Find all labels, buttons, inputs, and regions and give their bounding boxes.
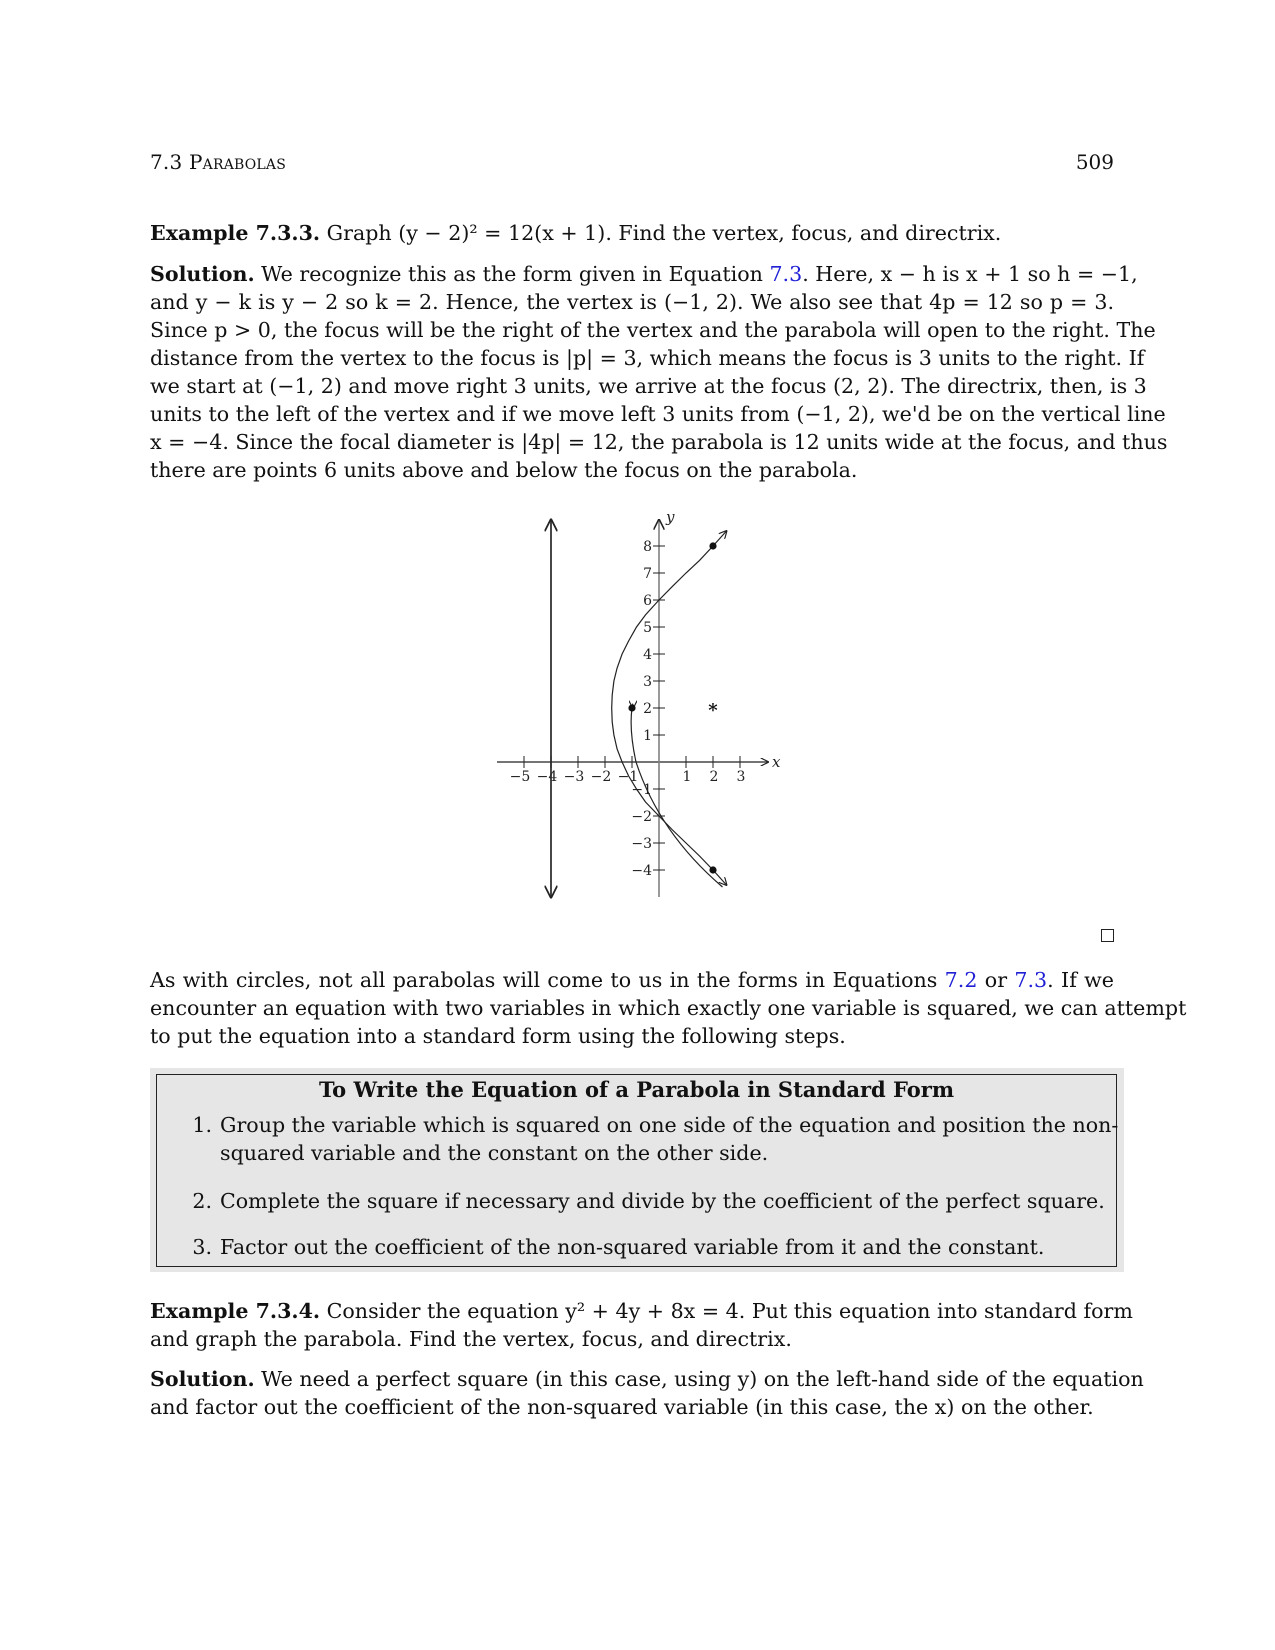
example-7-3-4 <box>150 1297 1133 1353</box>
x-tick-label: 2 <box>709 769 719 785</box>
latus-rectum-point-bottom <box>709 866 716 873</box>
example-label: Example 7.3.4. <box>150 1299 321 1323</box>
x-tick-label: −2 <box>590 769 612 785</box>
y-tick-label: −4 <box>631 863 652 879</box>
example-line: and graph the parabola. Find the vertex, focus, and directrix. <box>150 1327 792 1351</box>
solution-line: and factor out the coefficient of the non-squared variable (in this case, the x) on the other. <box>150 1395 1094 1419</box>
solution-line: units to the left of the vertex and if we move left 3 units from (−1, 2), we'd be on the vertical line <box>150 402 1166 426</box>
solution-line: and y − k is y − 2 so k = 2. Hence, the vertex is (−1, 2). We also see that 4p = 12 so p = 3. <box>150 290 1114 314</box>
qed-symbol <box>1101 929 1114 942</box>
x-axis-label: x <box>772 753 781 771</box>
paragraph-line: encounter an equation with two variables in which exactly one variable is squared, we can attempt <box>150 996 1187 1020</box>
step-2 <box>220 1187 1108 1215</box>
x-tick-labels <box>510 769 746 785</box>
y-tick-label: 7 <box>643 566 652 582</box>
page-number: 509 <box>1075 150 1114 174</box>
step-number: 1. <box>192 1113 212 1137</box>
solution-line: We need a perfect square (in this case, using y) on the left-hand side of the equation <box>261 1367 1144 1391</box>
x-tick-label: −5 <box>509 769 531 785</box>
solution-7-3-4 <box>150 1365 1144 1421</box>
solution-line: distance from the vertex to the focus is |p| = 3, which means the focus is 3 units to the right. If <box>150 346 1145 370</box>
y-tick-label: 4 <box>643 647 652 663</box>
section-title: Parabolas <box>188 150 287 174</box>
x-tick-label: 1 <box>682 769 692 785</box>
x-tick-label: 3 <box>736 769 746 785</box>
y-tick-label: 2 <box>643 701 652 717</box>
step-3 <box>220 1233 1108 1261</box>
latus-rectum-point-top <box>709 542 716 549</box>
step-number: 3. <box>192 1235 212 1259</box>
solution-line: there are points 6 units above and below the focus on the parabola. <box>150 458 858 482</box>
equation-link[interactable]: 7.2 <box>944 968 978 992</box>
y-tick-label: 3 <box>643 674 652 690</box>
y-axis-label: y <box>666 508 675 526</box>
y-tick-label: −2 <box>631 809 652 825</box>
solution-label: Solution. <box>150 1367 255 1391</box>
y-tick-label: 8 <box>643 539 652 555</box>
intro-paragraph <box>150 966 1187 1050</box>
y-tick-label: 5 <box>643 620 652 636</box>
example-label: Example 7.3.3. <box>150 221 321 245</box>
y-tick-label: −3 <box>631 836 652 852</box>
equation-link[interactable]: 7.3 <box>1014 968 1048 992</box>
y-tick-label: −1 <box>631 782 652 798</box>
example-text: Consider the equation y² + 4y + 8x = 4. Put this equation into standard form <box>326 1299 1133 1323</box>
step-line: Factor out the coefficient of the non-squared variable from it and the constant. <box>220 1235 1045 1259</box>
step-1 <box>220 1111 1119 1167</box>
solution-line: Since p > 0, the focus will be the right of the vertex and the parabola will open to the right. The <box>150 318 1156 342</box>
solution-line: We recognize this as the form given in Equation 7.3. Here, x − h is x + 1 so h = −1, <box>261 262 1138 286</box>
paragraph-line: As with circles, not all parabolas will come to us in the forms in Equations 7.2 or 7.3. If we <box>150 968 1114 992</box>
procedure-box-title: To Write the Equation of a Parabola in Standard Form <box>318 1077 955 1102</box>
paragraph-line: to put the equation into a standard form using the following steps. <box>150 1024 846 1048</box>
step-line: Complete the square if necessary and divide by the coefficient of the perfect square. <box>220 1189 1105 1213</box>
step-line: Group the variable which is squared on one side of the equation and position the non- <box>220 1113 1119 1137</box>
x-tick-label: −3 <box>563 769 585 785</box>
y-tick-label: 6 <box>643 593 652 609</box>
step-number: 2. <box>192 1189 212 1213</box>
x-tick-label: −4 <box>536 769 558 785</box>
equation-link[interactable]: 7.3 <box>769 262 803 286</box>
x-tick-label: −1 <box>617 769 639 785</box>
focus-marker: * <box>708 700 718 721</box>
step-line: squared variable and the constant on the other side. <box>220 1141 769 1165</box>
vertex-point <box>628 704 635 711</box>
y-tick-label: 1 <box>643 728 652 744</box>
solution-line: we start at (−1, 2) and move right 3 units, we arrive at the focus (2, 2). The directrix, then, is 3 <box>150 374 1147 398</box>
solution-label: Solution. <box>150 262 255 286</box>
section-number: 7.3 <box>150 150 183 174</box>
solution-line: x = −4. Since the focal diameter is |4p| = 12, the parabola is 12 units wide at the focus, and thus <box>150 430 1168 454</box>
example-text: Graph (y − 2)² = 12(x + 1). Find the vertex, focus, and directrix. <box>326 221 1002 245</box>
